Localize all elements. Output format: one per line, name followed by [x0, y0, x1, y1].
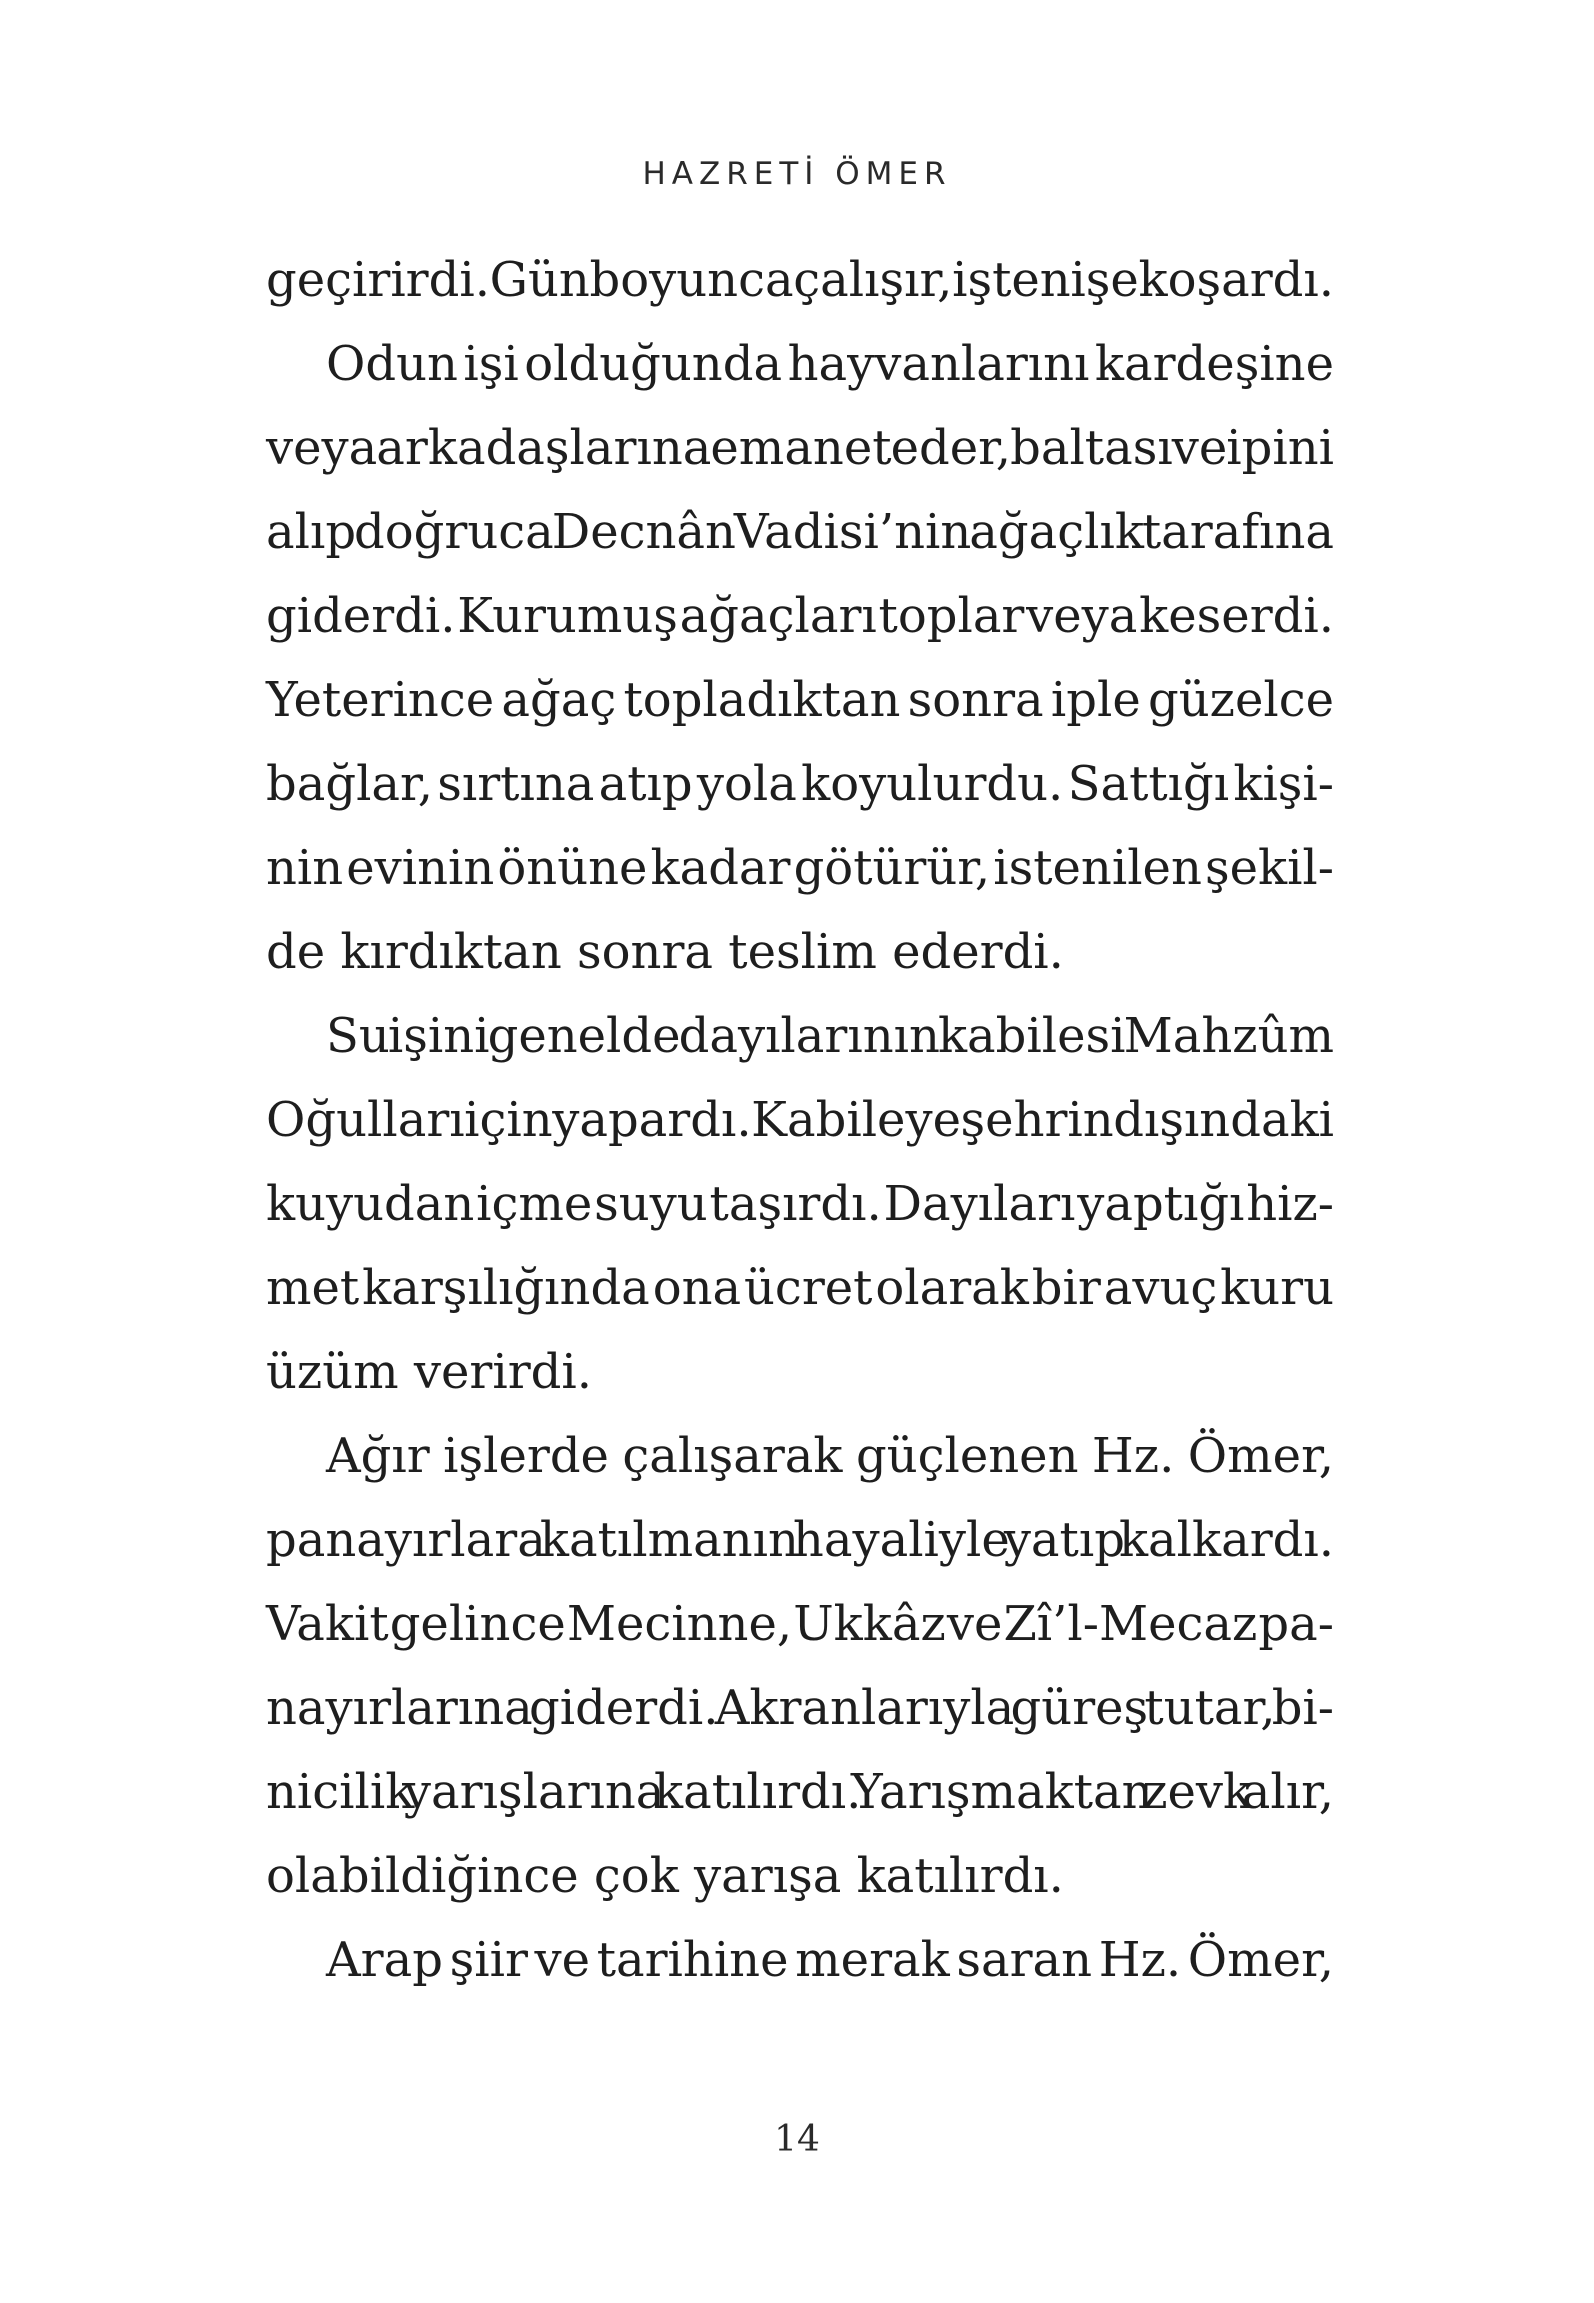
- text-line: Odun işi olduğunda hayvanlarını kardeşine: [326, 336, 1334, 392]
- text-line: alıp doğruca Decnân Vadisi’nin ağaçlık tarafına: [266, 504, 1334, 560]
- text-line: nin evinin önüne kadar götürür, istenilen şekil-: [266, 840, 1334, 896]
- text-line: Vakit gelince Mecinne, Ukkâz ve Zî’l-Mecaz pa-: [266, 1596, 1334, 1652]
- text-line: giderdi. Kurumuş ağaçları toplar veya keserdi.: [266, 588, 1334, 644]
- text-line: de kırdıktan sonra teslim ederdi.: [266, 924, 1064, 980]
- running-header: HAZRETİ ÖMER: [642, 156, 952, 192]
- text-line: bağlar, sırtına atıp yola koyulurdu. Sattığı kişi-: [266, 756, 1334, 812]
- text-line: veya arkadaşlarına emanet eder, baltası ve ipini: [266, 420, 1334, 476]
- body-text: [266, 238, 1334, 2002]
- text-line: olabildiğince çok yarışa katılırdı.: [266, 1848, 1064, 1904]
- text-line: nayırlarına giderdi. Akranlarıyla güreş tutar, bi-: [266, 1680, 1334, 1736]
- text-line: Su işini genelde dayılarının kabilesi Mahzûm: [326, 1008, 1334, 1064]
- text-line: Arap şiir ve tarihine merak saran Hz. Ömer,: [326, 1932, 1334, 1988]
- text-line: Oğulları için yapardı. Kabileye şehrin dışındaki: [266, 1092, 1334, 1148]
- text-line: geçirirdi. Gün boyunca çalışır, işten işe koşardı.: [266, 252, 1334, 308]
- text-line: nicilik yarışlarına katılırdı. Yarışmaktan zevk alır,: [266, 1764, 1334, 1820]
- text-line: Ağır işlerde çalışarak güçlenen Hz. Ömer,: [326, 1428, 1334, 1484]
- text-line: panayırlara katılmanın hayaliyle yatıp kalkardı.: [266, 1512, 1334, 1568]
- text-line: Yeterince ağaç topladıktan sonra iple güzelce: [266, 672, 1334, 728]
- text-line: kuyudan içme suyu taşırdı. Dayıları yaptığı hiz-: [266, 1176, 1334, 1232]
- page-number: 14: [774, 2119, 820, 2160]
- text-line: üzüm verirdi.: [266, 1344, 592, 1400]
- text-line: met karşılığında ona ücret olarak bir avuç kuru: [266, 1260, 1334, 1316]
